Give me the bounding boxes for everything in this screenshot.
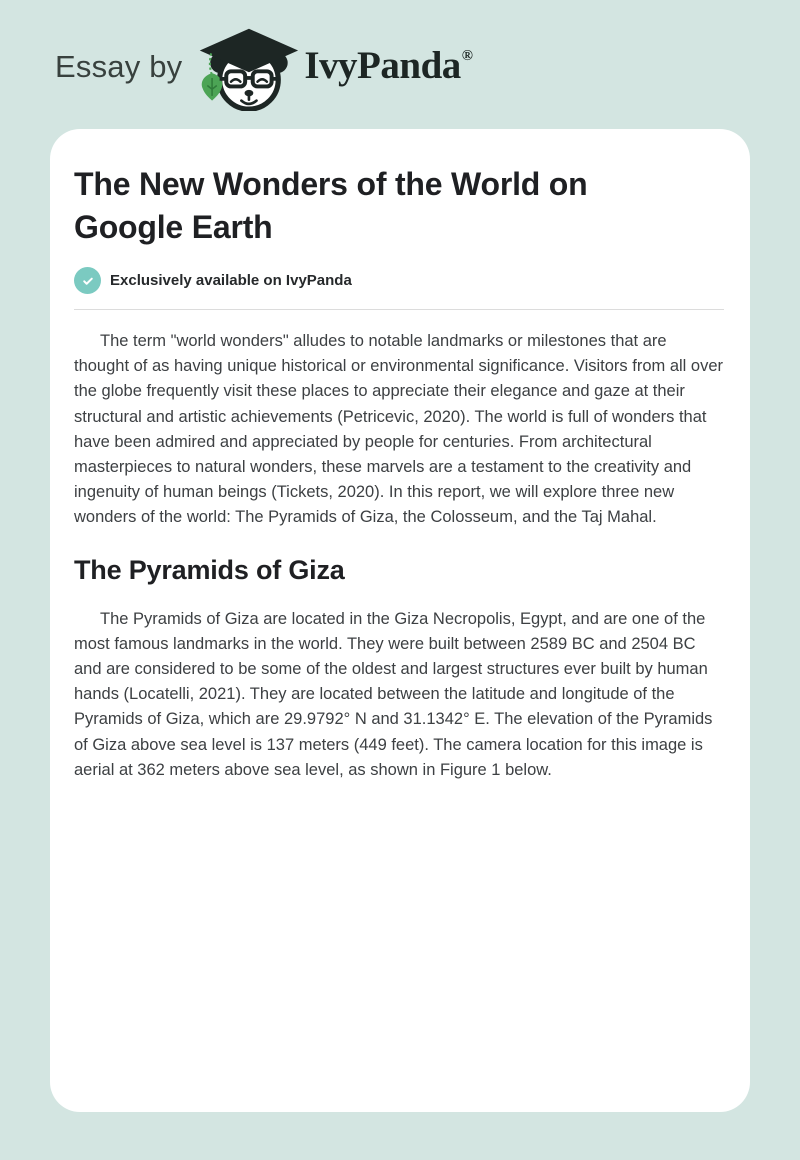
intro-paragraph: The term "world wonders" alludes to notable landmarks or milestones that are thought of as having unique historical or environmental significance. Visitors from all over the globe frequently visit these places to appreciate their elegance and gaze at their structural and artistic achievements (Petricevic, 2020). The world is full of wonders that have been admired and appreciated by people for centuries. From architectural masterpieces to natural wonders, these marvels are a testament to the creativity and ingenuity of human beings (Tickets, 2020). In this report, we will explore three new wonders of the world: The Pyramids of Giza, the Colosseum, and the Taj Mahal. (74, 332, 724, 527)
pyramids-paragraph: The Pyramids of Giza are located in the Giza Necropolis, Egypt, and are one of the most famous landmarks in the world. They were built between 2589 BC and 2504 BC and are considered to be some of the oldest and largest structures ever built by human hands (Locatelli, 2021). They are located between the latitude and longitude of the Pyramids of Giza, which are 29.9792° N and 31.1342° E. The elevation of the Pyramids of Giza above sea level is 137 meters (449 feet). The camera location for this image is aerial at 362 meters above sea level, as shown in Figure 1 below. (74, 609, 713, 779)
section-heading-pyramids: The Pyramids of Giza (74, 554, 345, 585)
essay-title: The New Wonders of the World on Google Earth (74, 166, 588, 245)
essay-card (50, 129, 750, 1112)
registered-mark: ® (461, 48, 473, 64)
exclusive-badge (74, 267, 724, 294)
site-header (0, 0, 800, 129)
brand-text: IvyPanda (304, 44, 461, 87)
divider (74, 309, 724, 310)
brand-name (304, 44, 472, 85)
essay-by-label: Essay by (55, 49, 183, 84)
panda-graduate-icon (196, 25, 300, 111)
check-icon (74, 267, 101, 294)
exclusive-badge-label: Exclusively available on IvyPanda (110, 272, 352, 289)
